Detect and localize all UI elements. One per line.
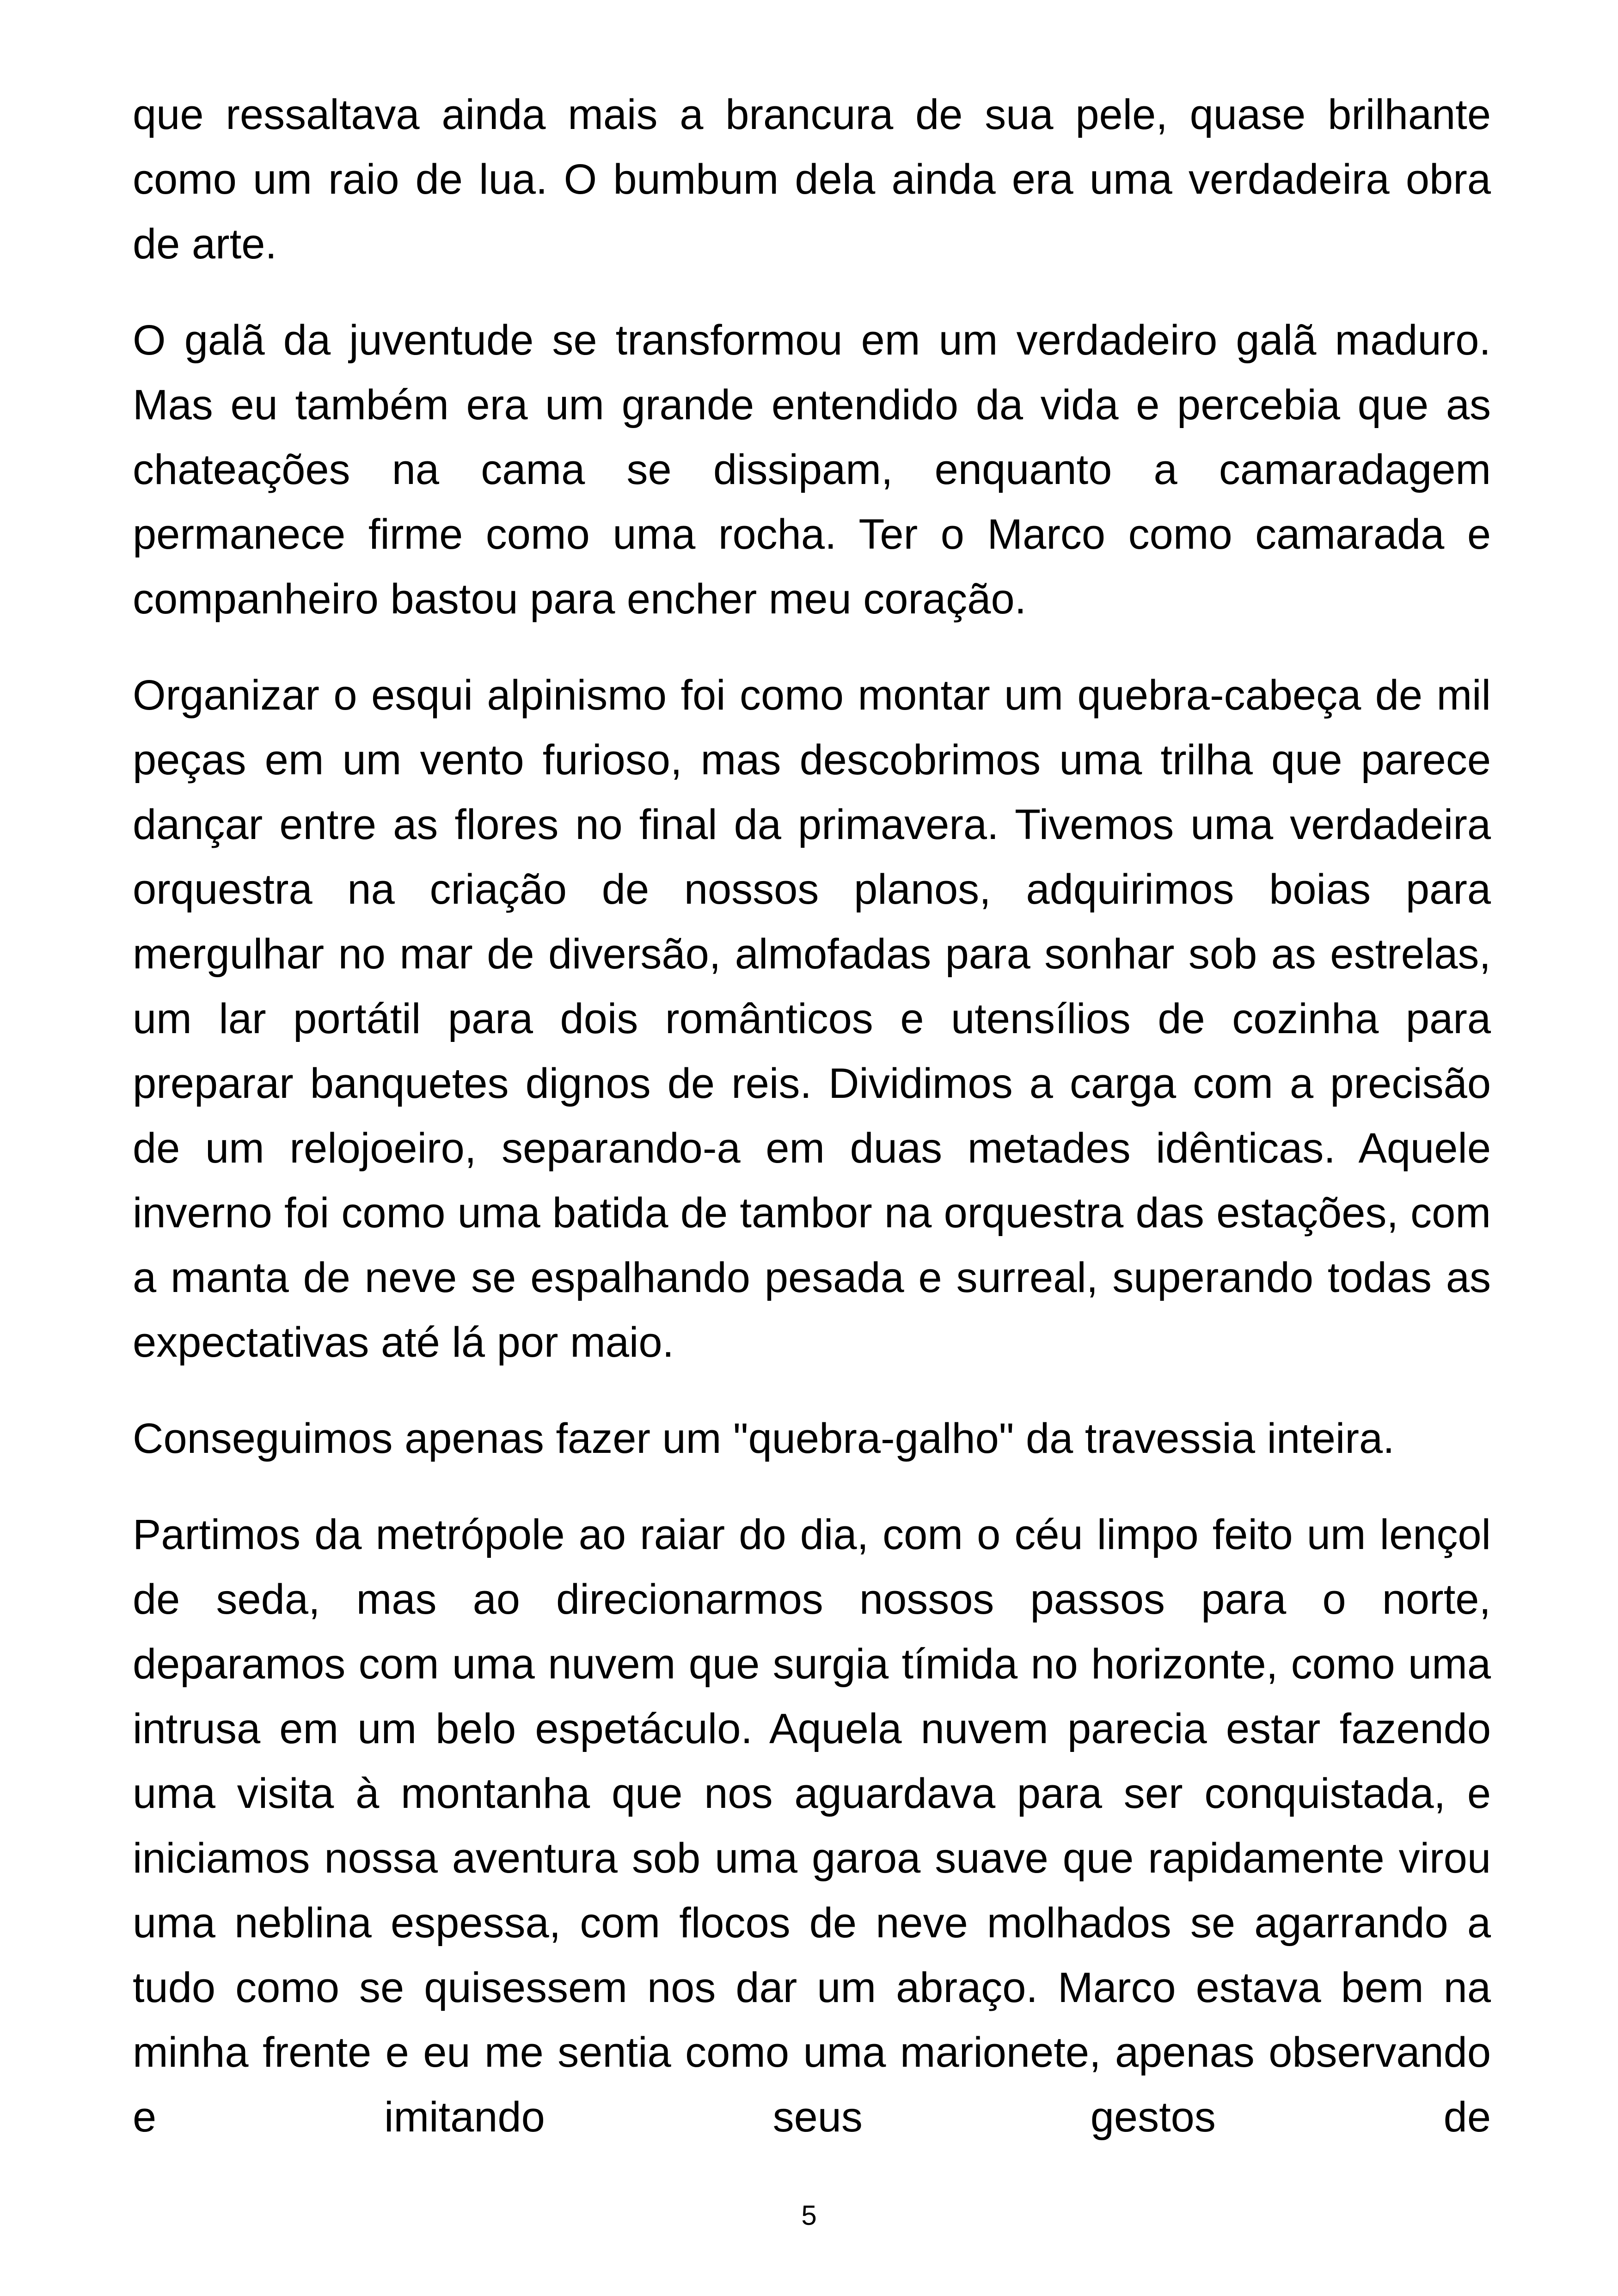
body-text [133,82,1491,2149]
paragraph-2: O galã da juventude se transformou em um verdadeiro galã maduro. Mas eu também era um grande entendido da vida e percebia que as chateações na cama se dissipam, enquanto a camaradagem permanece firme como uma rocha. Ter o Marco como camarada e companheiro bastou para encher meu coração. [133,317,1491,623]
paragraph-3: Organizar o esqui alpinismo foi como montar um quebra-cabeça de mil peças em um vento furioso, mas descobrimos uma trilha que parece dançar entre as flores no final da primavera. Tivemos uma verdadeira orquestra na criação de nossos planos, adquirimos boias para mergulhar no mar de diversão, almofadas para sonhar sob as estrelas, um lar portátil para dois românticos e utensílios de cozinha para preparar banquetes dignos de reis. Dividimos a carga com a precisão de um relojoeiro, separando-a em duas metades idênticas. Aquele inverno foi como uma batida de tambor na orquestra das estações, com a manta de neve se espalhando pesada e surreal, superando todas as expectativas até lá por maio. [133,672,1491,1366]
paragraph-5: Partimos da metrópole ao raiar do dia, com o céu limpo feito um lençol de seda, mas ao direcionarmos nossos passos para o norte, deparamos com uma nuvem que surgia tímida no horizonte, como uma intrusa em um belo espetáculo. Aquela nuvem parecia estar fazendo uma visita à montanha que nos aguardava para ser conquistada, e iniciamos nossa aventura sob uma garoa suave que rapidamente virou uma neblina espessa, com flocos de neve molhados se agarrando a tudo como se quisessem nos dar um abraço. Marco estava bem na minha frente e eu me sentia como uma marionete, apenas observando e imitando seus gestos de [133,1511,1491,2141]
paragraph-1: que ressaltava ainda mais a brancura de sua pele, quase brilhante como um raio de lua. O bumbum dela ainda era uma verdadeira obra de arte. [133,91,1491,268]
page-number: 5 [801,2200,817,2231]
paragraph-4: Conseguimos apenas fazer um "quebra-galho" da travessia inteira. [133,1415,1395,1462]
